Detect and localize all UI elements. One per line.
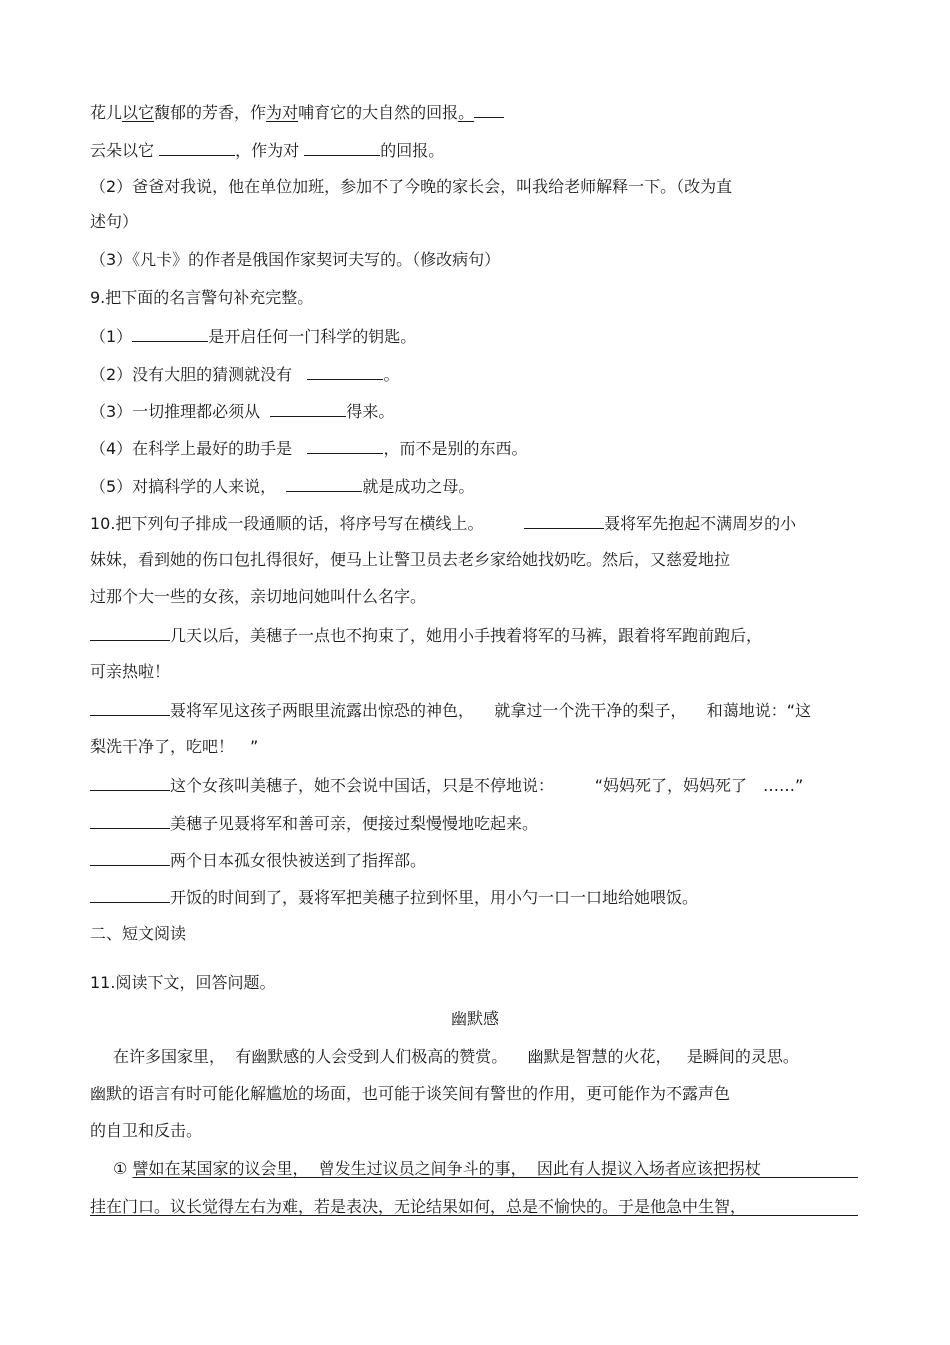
text: 云朵以它	[90, 141, 155, 160]
q8-item-3: （3）《凡卡》的作者是俄国作家契诃夫写的。（修改病句）	[90, 250, 501, 269]
q10-sentence-a-cont: 可亲热啦！	[90, 662, 171, 681]
answer-blank[interactable]	[90, 813, 170, 829]
answer-blank[interactable]	[307, 438, 383, 454]
q9-item-1	[90, 326, 416, 347]
passage-paragraph-1-end: 的自卫和反击。	[90, 1121, 203, 1140]
text: （5）对搞科学的人来说，	[90, 477, 277, 496]
text: （1）	[90, 327, 133, 346]
text-underlined: 譬如在某国家的议会里，	[132, 1159, 309, 1178]
text: 10.把下列句子排成一段通顺的话，将序号写在横线上。	[90, 514, 484, 533]
text-underlined: 以它	[122, 103, 155, 122]
q8-imitation-line	[90, 140, 444, 161]
answer-blank[interactable]	[90, 887, 170, 903]
q9-item-4	[90, 438, 527, 459]
text: 和蔼地说：	[706, 701, 787, 720]
answer-blank[interactable]	[90, 775, 170, 791]
text: 是开启任何一门科学的钥匙。	[208, 327, 417, 346]
q10-sentence-d	[90, 813, 538, 834]
q10-sentence-b	[90, 700, 811, 721]
q10-sentence-c	[90, 775, 803, 796]
text: 的回报。	[380, 141, 445, 160]
text: 这个女孩叫美穗子，她不会说中国话，只是不停地说：	[170, 776, 555, 795]
text: ，而不是别的东西。	[383, 439, 528, 458]
text: “妈妈死了，妈妈死了 ……”	[594, 776, 804, 795]
text: ，作为对	[235, 141, 300, 160]
q8-item-2-cont: 述句）	[90, 212, 139, 231]
q9-item-2	[90, 364, 399, 385]
text-underlined: 挂在门口。议长觉得左右为难，若是表决，无论结果如何，总是不愉快的。于是他急中生智，	[90, 1197, 747, 1216]
passage-paragraph-1-cont: 幽默的语言有时可能化解尴尬的场面，也可能于谈笑间有警世的作用，更可能作为不露声色	[90, 1084, 731, 1103]
answer-blank[interactable]	[90, 700, 170, 716]
text: 幽默是智慧的火花，	[527, 1047, 672, 1066]
answer-blank[interactable]	[90, 850, 170, 866]
text: 花儿	[90, 103, 123, 122]
q10-sentence-f	[90, 887, 698, 908]
text: （2）没有大胆的猜测就没有	[90, 365, 293, 384]
text: 得来。	[346, 402, 395, 421]
q10-sentence-b-cont: 梨洗干净了，吃吧！ ”	[90, 737, 259, 756]
answer-blank[interactable]	[524, 513, 604, 529]
q10-sentence-e	[90, 850, 426, 871]
text: “这	[786, 701, 812, 720]
text: 开饭的时间到了，聂将军把美穗子拉到怀里，用小勺一口一口地给她喂饭。	[170, 888, 699, 907]
underline-rule	[160, 1177, 858, 1178]
passage-paragraph-2-cont	[90, 1197, 746, 1217]
passage-paragraph-2	[113, 1159, 761, 1179]
answer-blank[interactable]	[304, 140, 380, 156]
passage-title: 幽默感	[450, 1009, 499, 1028]
answer-blank[interactable]	[270, 401, 346, 417]
text: 两个日本孤女很快被送到了指挥部。	[170, 851, 427, 870]
q10-line-3: 过那个大一些的女孩，亲切地问她叫什么名字。	[90, 587, 427, 606]
answer-blank[interactable]	[159, 140, 235, 156]
text-underlined: 。	[458, 103, 475, 122]
q10-line-2: 妹妹，看到她的伤口包扎得很好，便马上让警卫员去老乡家给她找奶吃。然后，又慈爱地拉	[90, 550, 731, 569]
text: （3）一切推理都必须从	[90, 402, 261, 421]
underline-tail	[474, 102, 504, 118]
q10-heading	[90, 513, 796, 534]
underline-rule	[90, 1215, 858, 1216]
text: 有幽默感的人会受到人们极高的赞赏。	[235, 1047, 508, 1066]
text: 哺育它的大自然的回报	[298, 103, 459, 122]
q8-item-2: （2）爸爸对我说，他在单位加班，参加不了今晚的家长会，叫我给老师解释一下。（改为直	[90, 177, 733, 196]
text-underlined: 为对	[266, 103, 299, 122]
q8-sample-sentence	[90, 102, 504, 123]
text: 聂将军见这孩子两眼里流露出惊恐的神色，	[170, 701, 475, 720]
text: 聂将军先抱起不满周岁的小	[604, 514, 797, 533]
text: 。	[383, 365, 400, 384]
text-underlined: 曾发生过议员之间争斗的事，	[318, 1159, 527, 1178]
answer-blank[interactable]	[132, 326, 208, 342]
q9-item-5	[90, 476, 474, 497]
q10-sentence-a	[90, 625, 762, 646]
q9-heading: 9.把下面的名言警句补充完整。	[90, 288, 314, 307]
text: 就拿过一个洗干净的梨子，	[494, 701, 687, 720]
text: 馥郁的芳香，作	[154, 103, 267, 122]
q11-heading: 11.阅读下文，回答问题。	[90, 973, 276, 992]
section-heading: 二、短文阅读	[90, 924, 187, 943]
text: 在许多国家里，	[113, 1047, 226, 1066]
answer-blank[interactable]	[307, 364, 383, 380]
paragraph-marker: ①	[113, 1159, 128, 1178]
answer-blank[interactable]	[90, 625, 170, 641]
text-underlined: 因此有人提议入场者应该把拐杖	[536, 1159, 761, 1178]
text: 就是成功之母。	[362, 477, 475, 496]
text: 几天以后，美穗子一点也不拘束了，她用小手拽着将军的马裤，跟着将军跑前跑后，	[170, 626, 763, 645]
text: （4）在科学上最好的助手是	[90, 439, 293, 458]
text: 美穗子见聂将军和善可亲，便接过梨慢慢地吃起来。	[170, 814, 539, 833]
text: 是瞬间的灵思。	[686, 1047, 799, 1066]
passage-paragraph-1	[113, 1047, 799, 1067]
answer-blank[interactable]	[286, 476, 362, 492]
q9-item-3	[90, 401, 394, 422]
